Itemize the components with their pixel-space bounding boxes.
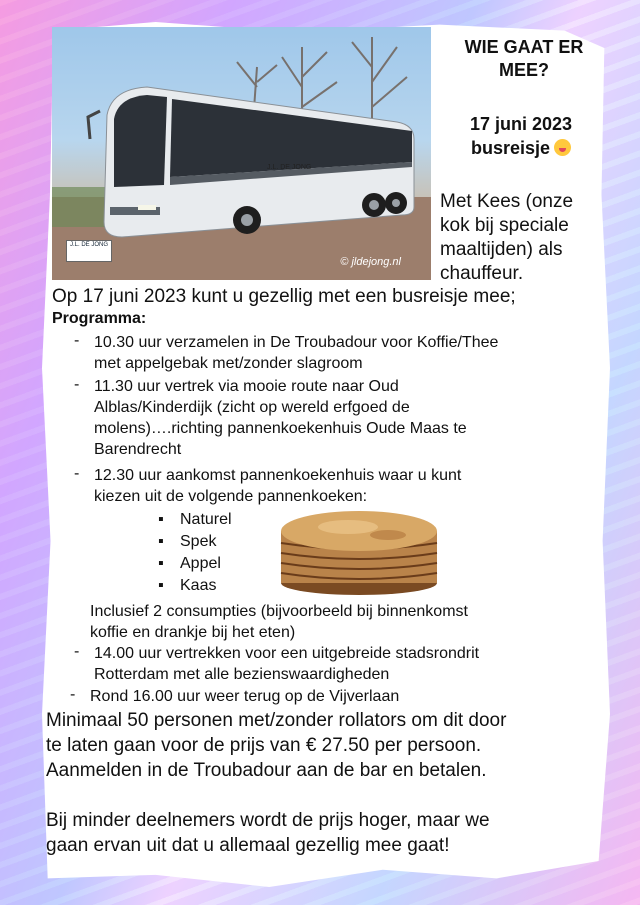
list-item: ▪ Kaas — [158, 575, 232, 597]
program-item — [94, 332, 498, 374]
chauffeur-note — [440, 190, 605, 286]
trip-line — [436, 136, 606, 160]
bus-photo — [52, 27, 431, 280]
price-paragraph — [46, 708, 576, 783]
company-logo: J.L. DE JONG — [66, 240, 112, 262]
program-line: Barendrecht — [94, 441, 182, 458]
program-line: Rotterdam met alle bezienswaardigheden — [94, 666, 390, 683]
list-item: ▪ Appel — [158, 553, 232, 575]
date-block — [436, 112, 606, 160]
list-item: ▪ Naturel — [158, 509, 232, 531]
program-line: 14.00 uur vertrekken voor een uitgebreide stadsrondrit — [94, 645, 480, 662]
page-title — [444, 36, 604, 82]
pancake-list — [158, 509, 232, 597]
closing-line: Bij minder deelnemers wordt de prijs hoger, maar we — [46, 810, 490, 831]
bus-lettering: J.L. DE JONG — [267, 164, 312, 171]
program-line: molens)….richting pannenkoekenhuis Oude Maas te — [94, 420, 467, 437]
chauffeur-line: chauffeur. — [440, 263, 524, 284]
program-item — [94, 643, 479, 685]
program-line: 11.30 uur vertrek via mooie route naar Oud — [94, 378, 399, 395]
program-item — [94, 465, 461, 507]
program-line: kiezen uit de volgende pannenkoeken: — [94, 488, 368, 505]
dash-icon: - — [74, 332, 80, 349]
closing-paragraph — [46, 808, 576, 858]
inclusief-line: Inclusief 2 consumpties (bijvoorbeeld bij binnenkomst — [90, 603, 468, 620]
program-item — [94, 376, 467, 460]
dash-icon: - — [74, 465, 80, 482]
trip-label: busreisje — [470, 138, 551, 158]
dash-icon: - — [70, 686, 76, 703]
chauffeur-line: Met Kees (onze — [440, 191, 574, 212]
inclusief-note — [90, 601, 468, 643]
program-line: 12.30 uur aankomst pannenkoekenhuis waar u kunt — [94, 467, 462, 484]
price-line: te laten gaan voor de prijs van € 27.50 per persoon. — [46, 735, 482, 756]
title-line-2: MEE? — [498, 60, 549, 80]
dash-icon: - — [74, 376, 80, 393]
dash-icon: - — [74, 643, 80, 660]
price-line: Aanmelden in de Troubadour aan de bar en betalen. — [46, 760, 487, 781]
chauffeur-line: maaltijden) als — [440, 239, 563, 260]
photo-watermark: © jldejong.nl — [340, 256, 401, 268]
price-line: Minimaal 50 personen met/zonder rollators om dit door — [46, 710, 507, 731]
closing-line: gaan ervan uit dat u allemaal gezellig mee gaat! — [46, 835, 450, 856]
silly-face-emoji-icon — [554, 139, 571, 156]
title-line-1: WIE GAAT ER — [464, 37, 584, 57]
intro-text: Op 17 juni 2023 kunt u gezellig met een busreisje mee; — [52, 286, 516, 307]
pancake-stack-image — [278, 503, 440, 597]
programma-label: Programma: — [52, 310, 147, 327]
program-item — [90, 686, 399, 707]
chauffeur-line: kok bij speciale — [440, 215, 569, 236]
inclusief-line: koffie en drankje bij het eten) — [90, 624, 296, 641]
program-line: Alblas/Kinderdijk (zicht op wereld erfgoed de — [94, 399, 410, 416]
program-line: met appelgebak met/zonder slagroom — [94, 355, 363, 372]
date-line: 17 juni 2023 — [469, 114, 573, 134]
list-item: ▪ Spek — [158, 531, 232, 553]
program-line: 10.30 uur verzamelen in De Troubadour voor Koffie/Thee — [94, 334, 499, 351]
program-line: Rond 16.00 uur weer terug op de Vijverlaan — [90, 688, 400, 705]
